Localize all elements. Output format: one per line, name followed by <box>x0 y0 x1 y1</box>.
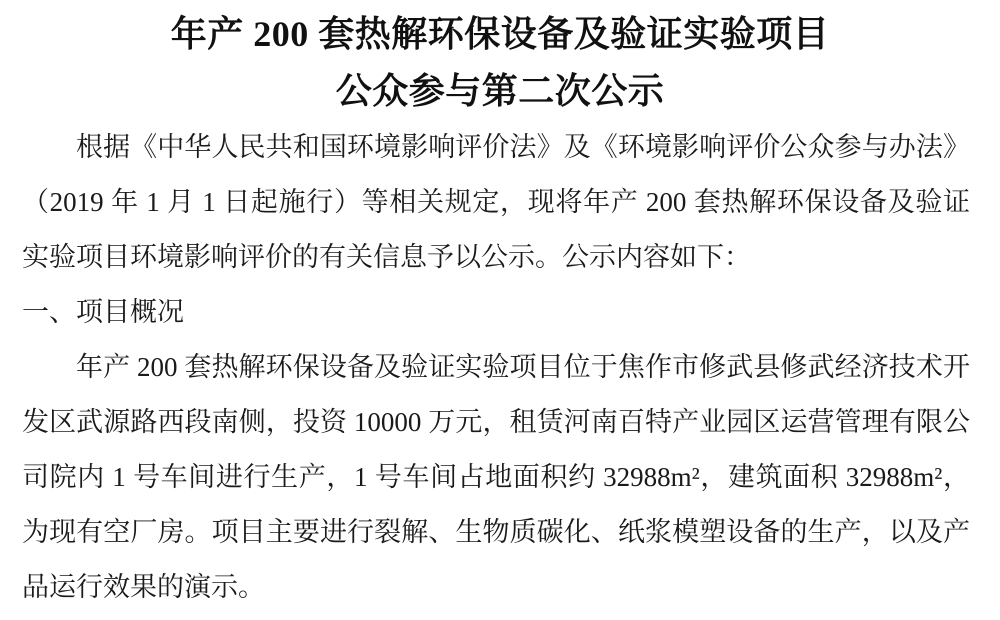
paragraph-project-overview: 年产 200 套热解环保设备及验证实验项目位于焦作市修武县修武经济技术开发区武源路西段南侧，投资 10000 万元，租赁河南百特产业园区运营管理有限公司院内 1 号车间进行生产，1 号车间占地面积约 32988m²，建筑面积 32988m²，为现有空厂房。项目主要进行裂解、生物质碳化、纸浆模塑设备的生产，以及产品运行效果的演示。 <box>22 352 970 602</box>
section-heading-project-overview: 一、项目概况 <box>22 297 184 327</box>
paragraph-legal-basis: 根据《中华人民共和国环境影响评价法》及《环境影响评价公众参与办法》（2019 年 1 月 1 日起施行）等相关规定，现将年产 200 套热解环保设备及验证实验项目环境影响评价的有关信息予以公示。公示内容如下： <box>22 132 970 272</box>
document-title <box>0 0 1000 120</box>
document-body <box>0 120 1000 615</box>
title-line-2: 公众参与第二次公示 <box>335 71 665 111</box>
title-line-1: 年产 200 套热解环保设备及验证实验项目 <box>170 14 830 54</box>
